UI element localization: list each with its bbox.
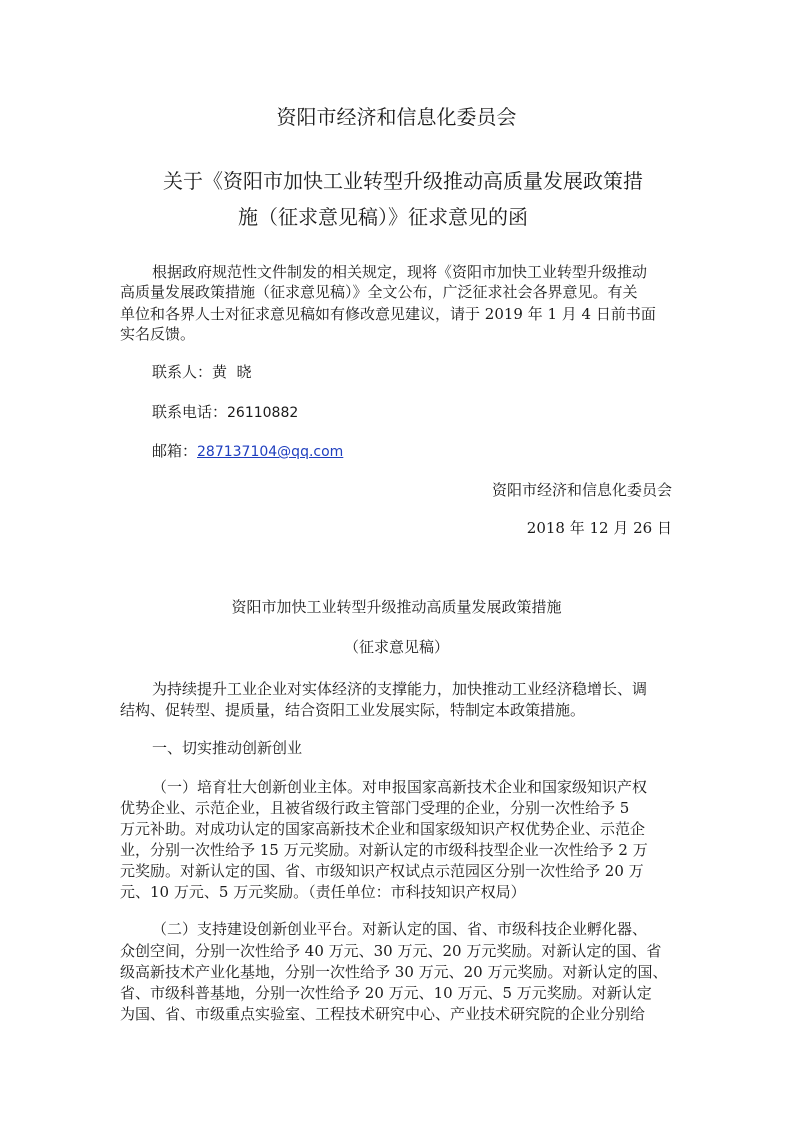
preamble-line: 结构、促转型、提质量，结合资阳工业发展实际，特制定本政策措施。: [120, 701, 586, 719]
item-2-line: 为国、省、市级重点实验室、工程技术研究中心、产业技术研究院的企业分别给: [120, 1005, 646, 1023]
preamble-line: 为持续提升工业企业对实体经济的支撑能力，加快推动工业经济稳增长、调: [152, 680, 648, 698]
intro-line: 根据政府规范性文件制发的相关规定，现将《资阳市加快工业转型升级推动: [152, 263, 648, 281]
email-link[interactable]: 287137104@qq.com: [197, 444, 344, 460]
item-1-line: 元、10 万元、5 万元奖励。（责任单位：市科技知识产权局）: [120, 883, 526, 901]
letter-title-line-1: 关于《资阳市加快工业转型升级推动高质量发展政策措: [163, 169, 643, 193]
item-2-line: 省、市级科普基地，分别一次性给予 20 万元、10 万元、5 万元奖励。对新认定: [120, 984, 652, 1002]
policy-subtitle: （征求意见稿）: [343, 638, 449, 656]
phone-label: 联系电话：: [152, 403, 228, 421]
letter-title-line-2: 施（征求意见稿）》征求意见的函: [238, 205, 528, 229]
contact-email: [152, 441, 343, 462]
contact-person: [152, 362, 252, 382]
contact-phone: [152, 402, 298, 423]
item-1-line: （一）培育壮大创新创业主体。对申报国家高新技术企业和国家级知识产权: [152, 778, 648, 796]
email-label: 邮箱：: [152, 442, 198, 460]
item-2-line: 众创空间，分别一次性给予 40 万元、30 万元、20 万元奖励。对新认定的国、省: [120, 942, 662, 960]
contact-person-name: 黄 晓: [212, 363, 252, 381]
contact-person-label: 联系人：: [152, 363, 213, 381]
signature-org: 资阳市经济和信息化委员会: [491, 481, 672, 499]
item-2-line: 级高新技术产业化基地，分别一次性给予 30 万元、20 万元奖励。对新认定的国、: [120, 963, 668, 981]
item-1-line: 业，分别一次性给予 15 万元奖励。对新认定的市级科技型企业一次性给予 2 万: [120, 841, 648, 859]
item-1-line: 万元补助。对成功认定的国家高新技术企业和国家级知识产权优势企业、示范企: [120, 820, 646, 838]
section-1-heading: 一、切实推动创新创业: [152, 739, 303, 757]
signature-date: 2018 年 12 月 26 日: [526, 519, 672, 537]
item-1-line: 元奖励。对新认定的国、省、市级知识产权试点示范园区分别一次性给予 20 万: [120, 862, 644, 880]
org-title: 资阳市经济和信息化委员会: [276, 105, 517, 129]
item-2-line: （二）支持建设创新创业平台。对新认定的国、省、市级科技企业孵化器、: [152, 920, 648, 938]
intro-line: 实名反馈。: [120, 325, 196, 343]
policy-title: 资阳市加快工业转型升级推动高质量发展政策措施: [231, 598, 562, 616]
intro-line: 高质量发展政策措施（征求意见稿）》全文公布，广泛征求社会各界意见。有关: [120, 283, 638, 301]
item-1-line: 优势企业、示范企业，且被省级行政主管部门受理的企业，分别一次性给予 5: [120, 799, 630, 817]
intro-line: 单位和各界人士对征求意见稿如有修改意见建议，请于 2019 年 1 月 4 日前书面: [120, 305, 656, 323]
phone-number: 26110882: [227, 405, 299, 421]
